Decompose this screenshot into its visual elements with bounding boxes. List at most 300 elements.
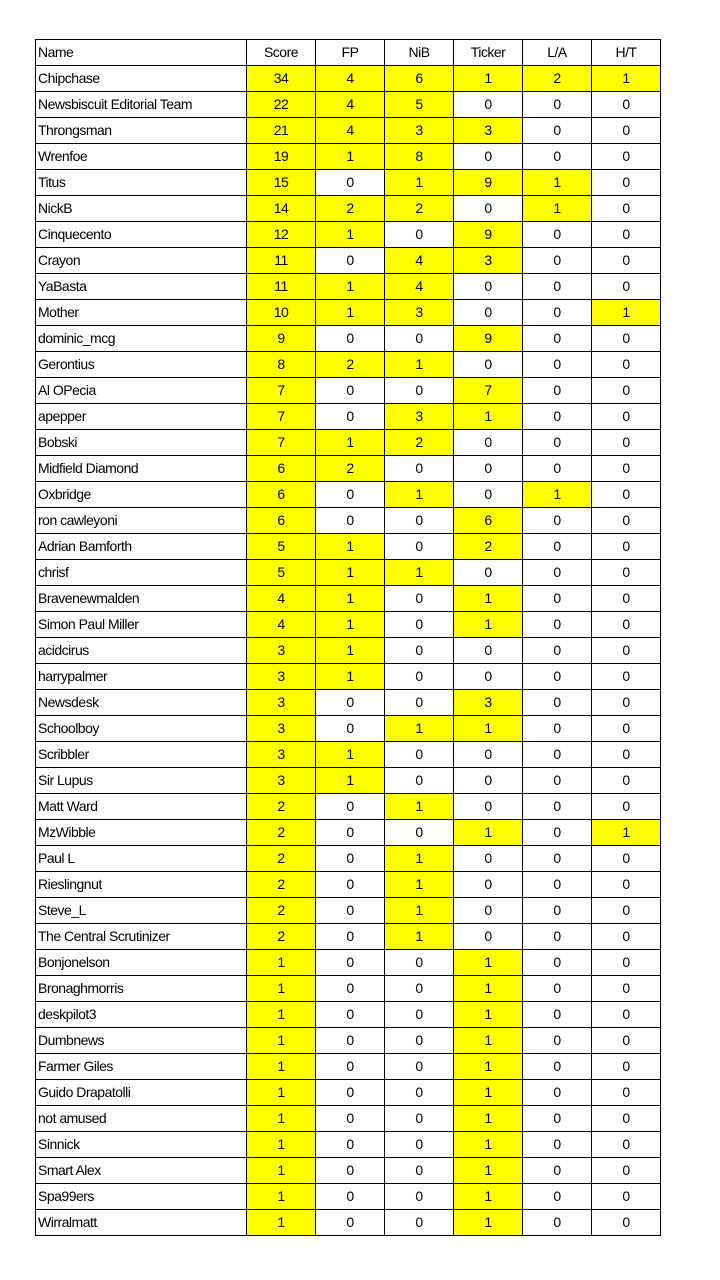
cell-ht: 0 bbox=[592, 768, 661, 794]
cell-name: Newsbiscuit Editorial Team bbox=[36, 92, 247, 118]
cell-ticker: 0 bbox=[454, 300, 523, 326]
cell-score: 34 bbox=[247, 66, 316, 92]
cell-ht: 0 bbox=[592, 404, 661, 430]
table-row bbox=[36, 196, 661, 222]
cell-la: 0 bbox=[523, 1106, 592, 1132]
cell-ht: 0 bbox=[592, 144, 661, 170]
cell-ht: 0 bbox=[592, 352, 661, 378]
column-header-la: L/A bbox=[523, 40, 592, 66]
table-row bbox=[36, 924, 661, 950]
cell-ht: 1 bbox=[592, 820, 661, 846]
cell-la: 0 bbox=[523, 1158, 592, 1184]
cell-name: Rieslingnut bbox=[36, 872, 247, 898]
table-row bbox=[36, 118, 661, 144]
cell-fp: 0 bbox=[316, 326, 385, 352]
cell-score: 3 bbox=[247, 716, 316, 742]
table-row bbox=[36, 846, 661, 872]
cell-name: not amused bbox=[36, 1106, 247, 1132]
table-row bbox=[36, 898, 661, 924]
cell-fp: 0 bbox=[316, 872, 385, 898]
cell-name: Adrian Bamforth bbox=[36, 534, 247, 560]
cell-name: Schoolboy bbox=[36, 716, 247, 742]
cell-la: 0 bbox=[523, 248, 592, 274]
cell-name: dominic_mcg bbox=[36, 326, 247, 352]
cell-ticker: 0 bbox=[454, 144, 523, 170]
cell-ticker: 1 bbox=[454, 612, 523, 638]
cell-fp: 0 bbox=[316, 1080, 385, 1106]
cell-score: 1 bbox=[247, 1184, 316, 1210]
cell-nib: 0 bbox=[385, 508, 454, 534]
cell-nib: 0 bbox=[385, 1158, 454, 1184]
cell-ht: 0 bbox=[592, 1028, 661, 1054]
cell-ht: 0 bbox=[592, 170, 661, 196]
cell-ticker: 9 bbox=[454, 326, 523, 352]
cell-score: 22 bbox=[247, 92, 316, 118]
cell-la: 0 bbox=[523, 456, 592, 482]
cell-score: 1 bbox=[247, 1158, 316, 1184]
cell-fp: 0 bbox=[316, 976, 385, 1002]
table-row bbox=[36, 378, 661, 404]
cell-ticker: 0 bbox=[454, 794, 523, 820]
cell-name: Bronaghmorris bbox=[36, 976, 247, 1002]
cell-fp: 0 bbox=[316, 404, 385, 430]
cell-ticker: 0 bbox=[454, 352, 523, 378]
cell-score: 1 bbox=[247, 1132, 316, 1158]
cell-name: Crayon bbox=[36, 248, 247, 274]
cell-ht: 0 bbox=[592, 1002, 661, 1028]
cell-score: 2 bbox=[247, 924, 316, 950]
cell-score: 19 bbox=[247, 144, 316, 170]
cell-la: 2 bbox=[523, 66, 592, 92]
cell-la: 0 bbox=[523, 92, 592, 118]
cell-name: Chipchase bbox=[36, 66, 247, 92]
cell-nib: 3 bbox=[385, 300, 454, 326]
cell-ht: 0 bbox=[592, 118, 661, 144]
cell-fp: 0 bbox=[316, 482, 385, 508]
table-row bbox=[36, 560, 661, 586]
cell-nib: 0 bbox=[385, 456, 454, 482]
cell-name: Cinquecento bbox=[36, 222, 247, 248]
cell-name: deskpilot3 bbox=[36, 1002, 247, 1028]
cell-fp: 2 bbox=[316, 456, 385, 482]
cell-score: 1 bbox=[247, 1080, 316, 1106]
scoreboard-table bbox=[35, 39, 661, 1236]
cell-name: acidcirus bbox=[36, 638, 247, 664]
cell-ticker: 1 bbox=[454, 976, 523, 1002]
cell-ticker: 0 bbox=[454, 92, 523, 118]
cell-ht: 0 bbox=[592, 1054, 661, 1080]
cell-nib: 0 bbox=[385, 1132, 454, 1158]
cell-la: 0 bbox=[523, 794, 592, 820]
cell-nib: 4 bbox=[385, 248, 454, 274]
cell-ticker: 0 bbox=[454, 274, 523, 300]
cell-score: 6 bbox=[247, 456, 316, 482]
cell-ht: 0 bbox=[592, 1132, 661, 1158]
cell-name: Spa99ers bbox=[36, 1184, 247, 1210]
cell-la: 0 bbox=[523, 1002, 592, 1028]
cell-ticker: 3 bbox=[454, 248, 523, 274]
cell-ht: 0 bbox=[592, 222, 661, 248]
header-row bbox=[36, 40, 661, 66]
cell-score: 4 bbox=[247, 586, 316, 612]
cell-fp: 0 bbox=[316, 924, 385, 950]
cell-ticker: 0 bbox=[454, 482, 523, 508]
cell-la: 0 bbox=[523, 560, 592, 586]
cell-la: 0 bbox=[523, 586, 592, 612]
table-row bbox=[36, 66, 661, 92]
table-row bbox=[36, 638, 661, 664]
cell-ht: 1 bbox=[592, 300, 661, 326]
cell-name: Newsdesk bbox=[36, 690, 247, 716]
cell-fp: 0 bbox=[316, 1054, 385, 1080]
cell-la: 0 bbox=[523, 300, 592, 326]
cell-ticker: 1 bbox=[454, 1132, 523, 1158]
cell-la: 0 bbox=[523, 378, 592, 404]
cell-ht: 0 bbox=[592, 898, 661, 924]
cell-la: 0 bbox=[523, 742, 592, 768]
cell-ht: 0 bbox=[592, 846, 661, 872]
column-header-score: Score bbox=[247, 40, 316, 66]
cell-nib: 0 bbox=[385, 378, 454, 404]
cell-ticker: 1 bbox=[454, 1080, 523, 1106]
cell-score: 11 bbox=[247, 274, 316, 300]
cell-name: Simon Paul Miller bbox=[36, 612, 247, 638]
cell-nib: 4 bbox=[385, 274, 454, 300]
table-row bbox=[36, 950, 661, 976]
table-row bbox=[36, 1054, 661, 1080]
cell-score: 1 bbox=[247, 976, 316, 1002]
table-row bbox=[36, 1158, 661, 1184]
cell-ticker: 0 bbox=[454, 664, 523, 690]
cell-nib: 0 bbox=[385, 612, 454, 638]
cell-nib: 1 bbox=[385, 872, 454, 898]
cell-name: Wirralmatt bbox=[36, 1210, 247, 1236]
cell-ticker: 1 bbox=[454, 1158, 523, 1184]
cell-score: 11 bbox=[247, 248, 316, 274]
cell-name: Bravenewmalden bbox=[36, 586, 247, 612]
cell-ticker: 1 bbox=[454, 1106, 523, 1132]
table-row bbox=[36, 1080, 661, 1106]
table-row bbox=[36, 820, 661, 846]
cell-fp: 0 bbox=[316, 248, 385, 274]
cell-ticker: 1 bbox=[454, 820, 523, 846]
table-row bbox=[36, 768, 661, 794]
cell-nib: 0 bbox=[385, 1054, 454, 1080]
cell-la: 0 bbox=[523, 950, 592, 976]
cell-la: 0 bbox=[523, 846, 592, 872]
cell-fp: 0 bbox=[316, 1028, 385, 1054]
cell-score: 1 bbox=[247, 1028, 316, 1054]
cell-name: The Central Scrutinizer bbox=[36, 924, 247, 950]
table-row bbox=[36, 976, 661, 1002]
cell-ht: 0 bbox=[592, 690, 661, 716]
cell-score: 8 bbox=[247, 352, 316, 378]
table-row bbox=[36, 404, 661, 430]
cell-nib: 0 bbox=[385, 1210, 454, 1236]
cell-name: Bonjonelson bbox=[36, 950, 247, 976]
table-row bbox=[36, 1028, 661, 1054]
cell-score: 3 bbox=[247, 638, 316, 664]
cell-name: Oxbridge bbox=[36, 482, 247, 508]
cell-fp: 0 bbox=[316, 1184, 385, 1210]
cell-ht: 0 bbox=[592, 508, 661, 534]
cell-name: Sir Lupus bbox=[36, 768, 247, 794]
cell-fp: 1 bbox=[316, 612, 385, 638]
cell-fp: 0 bbox=[316, 1002, 385, 1028]
cell-ticker: 0 bbox=[454, 430, 523, 456]
cell-name: Paul L bbox=[36, 846, 247, 872]
cell-ht: 0 bbox=[592, 950, 661, 976]
table-row bbox=[36, 1184, 661, 1210]
cell-ticker: 9 bbox=[454, 222, 523, 248]
cell-score: 6 bbox=[247, 482, 316, 508]
cell-name: Guido Drapatolli bbox=[36, 1080, 247, 1106]
cell-ticker: 0 bbox=[454, 196, 523, 222]
cell-la: 0 bbox=[523, 690, 592, 716]
cell-ht: 0 bbox=[592, 1080, 661, 1106]
table-row bbox=[36, 482, 661, 508]
cell-name: Scribbler bbox=[36, 742, 247, 768]
cell-name: Mother bbox=[36, 300, 247, 326]
cell-ticker: 1 bbox=[454, 950, 523, 976]
cell-la: 0 bbox=[523, 924, 592, 950]
cell-fp: 1 bbox=[316, 430, 385, 456]
cell-ht: 0 bbox=[592, 794, 661, 820]
column-header-name: Name bbox=[36, 40, 247, 66]
cell-ht: 0 bbox=[592, 560, 661, 586]
cell-nib: 0 bbox=[385, 1184, 454, 1210]
cell-nib: 1 bbox=[385, 560, 454, 586]
cell-ticker: 1 bbox=[454, 404, 523, 430]
table-row bbox=[36, 248, 661, 274]
cell-ticker: 1 bbox=[454, 1210, 523, 1236]
cell-nib: 1 bbox=[385, 482, 454, 508]
cell-la: 0 bbox=[523, 664, 592, 690]
cell-nib: 0 bbox=[385, 222, 454, 248]
cell-score: 15 bbox=[247, 170, 316, 196]
cell-name: Steve_L bbox=[36, 898, 247, 924]
table-row bbox=[36, 222, 661, 248]
cell-nib: 6 bbox=[385, 66, 454, 92]
cell-nib: 8 bbox=[385, 144, 454, 170]
cell-score: 4 bbox=[247, 612, 316, 638]
cell-score: 9 bbox=[247, 326, 316, 352]
cell-score: 6 bbox=[247, 508, 316, 534]
cell-ht: 0 bbox=[592, 924, 661, 950]
cell-ht: 0 bbox=[592, 742, 661, 768]
cell-ticker: 9 bbox=[454, 170, 523, 196]
cell-fp: 1 bbox=[316, 560, 385, 586]
cell-name: Sinnick bbox=[36, 1132, 247, 1158]
cell-la: 0 bbox=[523, 638, 592, 664]
cell-score: 10 bbox=[247, 300, 316, 326]
cell-la: 0 bbox=[523, 898, 592, 924]
cell-ht: 0 bbox=[592, 872, 661, 898]
cell-ht: 0 bbox=[592, 1184, 661, 1210]
cell-score: 7 bbox=[247, 404, 316, 430]
cell-nib: 2 bbox=[385, 430, 454, 456]
cell-nib: 1 bbox=[385, 716, 454, 742]
cell-nib: 0 bbox=[385, 664, 454, 690]
cell-fp: 0 bbox=[316, 378, 385, 404]
cell-fp: 0 bbox=[316, 690, 385, 716]
cell-fp: 0 bbox=[316, 794, 385, 820]
cell-ticker: 0 bbox=[454, 872, 523, 898]
cell-score: 2 bbox=[247, 846, 316, 872]
cell-nib: 0 bbox=[385, 1080, 454, 1106]
table-row bbox=[36, 300, 661, 326]
cell-la: 0 bbox=[523, 1184, 592, 1210]
cell-ticker: 0 bbox=[454, 924, 523, 950]
cell-ticker: 0 bbox=[454, 898, 523, 924]
cell-fp: 0 bbox=[316, 950, 385, 976]
cell-nib: 1 bbox=[385, 898, 454, 924]
cell-nib: 0 bbox=[385, 820, 454, 846]
table-row bbox=[36, 1106, 661, 1132]
cell-nib: 0 bbox=[385, 742, 454, 768]
cell-ticker: 3 bbox=[454, 118, 523, 144]
table-row bbox=[36, 716, 661, 742]
cell-nib: 1 bbox=[385, 924, 454, 950]
cell-score: 1 bbox=[247, 1106, 316, 1132]
cell-la: 0 bbox=[523, 508, 592, 534]
cell-la: 0 bbox=[523, 820, 592, 846]
cell-la: 0 bbox=[523, 1210, 592, 1236]
cell-la: 0 bbox=[523, 274, 592, 300]
cell-score: 1 bbox=[247, 1002, 316, 1028]
cell-ht: 0 bbox=[592, 378, 661, 404]
column-header-nib: NiB bbox=[385, 40, 454, 66]
cell-nib: 0 bbox=[385, 638, 454, 664]
cell-nib: 1 bbox=[385, 794, 454, 820]
cell-la: 1 bbox=[523, 482, 592, 508]
table-row bbox=[36, 1132, 661, 1158]
cell-ht: 0 bbox=[592, 586, 661, 612]
cell-score: 3 bbox=[247, 690, 316, 716]
cell-ticker: 1 bbox=[454, 1054, 523, 1080]
cell-ht: 0 bbox=[592, 482, 661, 508]
cell-fp: 1 bbox=[316, 638, 385, 664]
table-row bbox=[36, 1002, 661, 1028]
table-row bbox=[36, 274, 661, 300]
cell-fp: 0 bbox=[316, 820, 385, 846]
cell-nib: 3 bbox=[385, 118, 454, 144]
table-row bbox=[36, 534, 661, 560]
cell-name: Throngsman bbox=[36, 118, 247, 144]
cell-fp: 0 bbox=[316, 1210, 385, 1236]
cell-fp: 1 bbox=[316, 274, 385, 300]
cell-name: harrypalmer bbox=[36, 664, 247, 690]
cell-la: 0 bbox=[523, 872, 592, 898]
cell-nib: 1 bbox=[385, 170, 454, 196]
table-row bbox=[36, 352, 661, 378]
cell-ticker: 1 bbox=[454, 66, 523, 92]
table-row bbox=[36, 326, 661, 352]
cell-fp: 1 bbox=[316, 768, 385, 794]
cell-ticker: 0 bbox=[454, 560, 523, 586]
cell-ht: 0 bbox=[592, 92, 661, 118]
cell-la: 1 bbox=[523, 196, 592, 222]
cell-name: ron cawleyoni bbox=[36, 508, 247, 534]
cell-ticker: 3 bbox=[454, 690, 523, 716]
cell-name: chrisf bbox=[36, 560, 247, 586]
cell-score: 2 bbox=[247, 794, 316, 820]
cell-score: 14 bbox=[247, 196, 316, 222]
table-row bbox=[36, 430, 661, 456]
cell-fp: 1 bbox=[316, 742, 385, 768]
cell-name: Gerontius bbox=[36, 352, 247, 378]
table-row bbox=[36, 690, 661, 716]
cell-ht: 0 bbox=[592, 976, 661, 1002]
cell-la: 0 bbox=[523, 222, 592, 248]
cell-la: 0 bbox=[523, 1080, 592, 1106]
cell-name: Wrenfoe bbox=[36, 144, 247, 170]
column-header-ht: H/T bbox=[592, 40, 661, 66]
cell-nib: 0 bbox=[385, 1002, 454, 1028]
cell-la: 0 bbox=[523, 144, 592, 170]
cell-fp: 1 bbox=[316, 534, 385, 560]
cell-ticker: 0 bbox=[454, 456, 523, 482]
cell-ht: 0 bbox=[592, 1106, 661, 1132]
cell-nib: 0 bbox=[385, 586, 454, 612]
cell-score: 3 bbox=[247, 742, 316, 768]
cell-score: 21 bbox=[247, 118, 316, 144]
cell-ticker: 1 bbox=[454, 1184, 523, 1210]
cell-la: 0 bbox=[523, 1028, 592, 1054]
cell-name: Smart Alex bbox=[36, 1158, 247, 1184]
cell-la: 0 bbox=[523, 612, 592, 638]
cell-ht: 0 bbox=[592, 326, 661, 352]
cell-ht: 0 bbox=[592, 1210, 661, 1236]
cell-la: 0 bbox=[523, 716, 592, 742]
cell-name: Titus bbox=[36, 170, 247, 196]
cell-ht: 0 bbox=[592, 248, 661, 274]
cell-fp: 0 bbox=[316, 898, 385, 924]
cell-ticker: 1 bbox=[454, 1002, 523, 1028]
cell-ticker: 1 bbox=[454, 716, 523, 742]
cell-fp: 0 bbox=[316, 846, 385, 872]
cell-fp: 0 bbox=[316, 170, 385, 196]
cell-score: 2 bbox=[247, 872, 316, 898]
cell-ht: 0 bbox=[592, 456, 661, 482]
cell-ticker: 7 bbox=[454, 378, 523, 404]
table-row bbox=[36, 612, 661, 638]
cell-nib: 1 bbox=[385, 846, 454, 872]
cell-ht: 0 bbox=[592, 612, 661, 638]
cell-score: 3 bbox=[247, 664, 316, 690]
cell-nib: 0 bbox=[385, 768, 454, 794]
table-row bbox=[36, 872, 661, 898]
cell-score: 1 bbox=[247, 950, 316, 976]
table-row bbox=[36, 664, 661, 690]
cell-nib: 1 bbox=[385, 352, 454, 378]
cell-name: Dumbnews bbox=[36, 1028, 247, 1054]
cell-name: YaBasta bbox=[36, 274, 247, 300]
cell-ticker: 0 bbox=[454, 638, 523, 664]
cell-name: Midfield Diamond bbox=[36, 456, 247, 482]
cell-ht: 1 bbox=[592, 66, 661, 92]
cell-score: 2 bbox=[247, 898, 316, 924]
cell-la: 0 bbox=[523, 326, 592, 352]
table-row bbox=[36, 144, 661, 170]
cell-ticker: 0 bbox=[454, 768, 523, 794]
cell-ht: 0 bbox=[592, 196, 661, 222]
cell-nib: 0 bbox=[385, 950, 454, 976]
cell-score: 7 bbox=[247, 430, 316, 456]
cell-fp: 1 bbox=[316, 222, 385, 248]
cell-ticker: 1 bbox=[454, 1028, 523, 1054]
cell-la: 0 bbox=[523, 352, 592, 378]
